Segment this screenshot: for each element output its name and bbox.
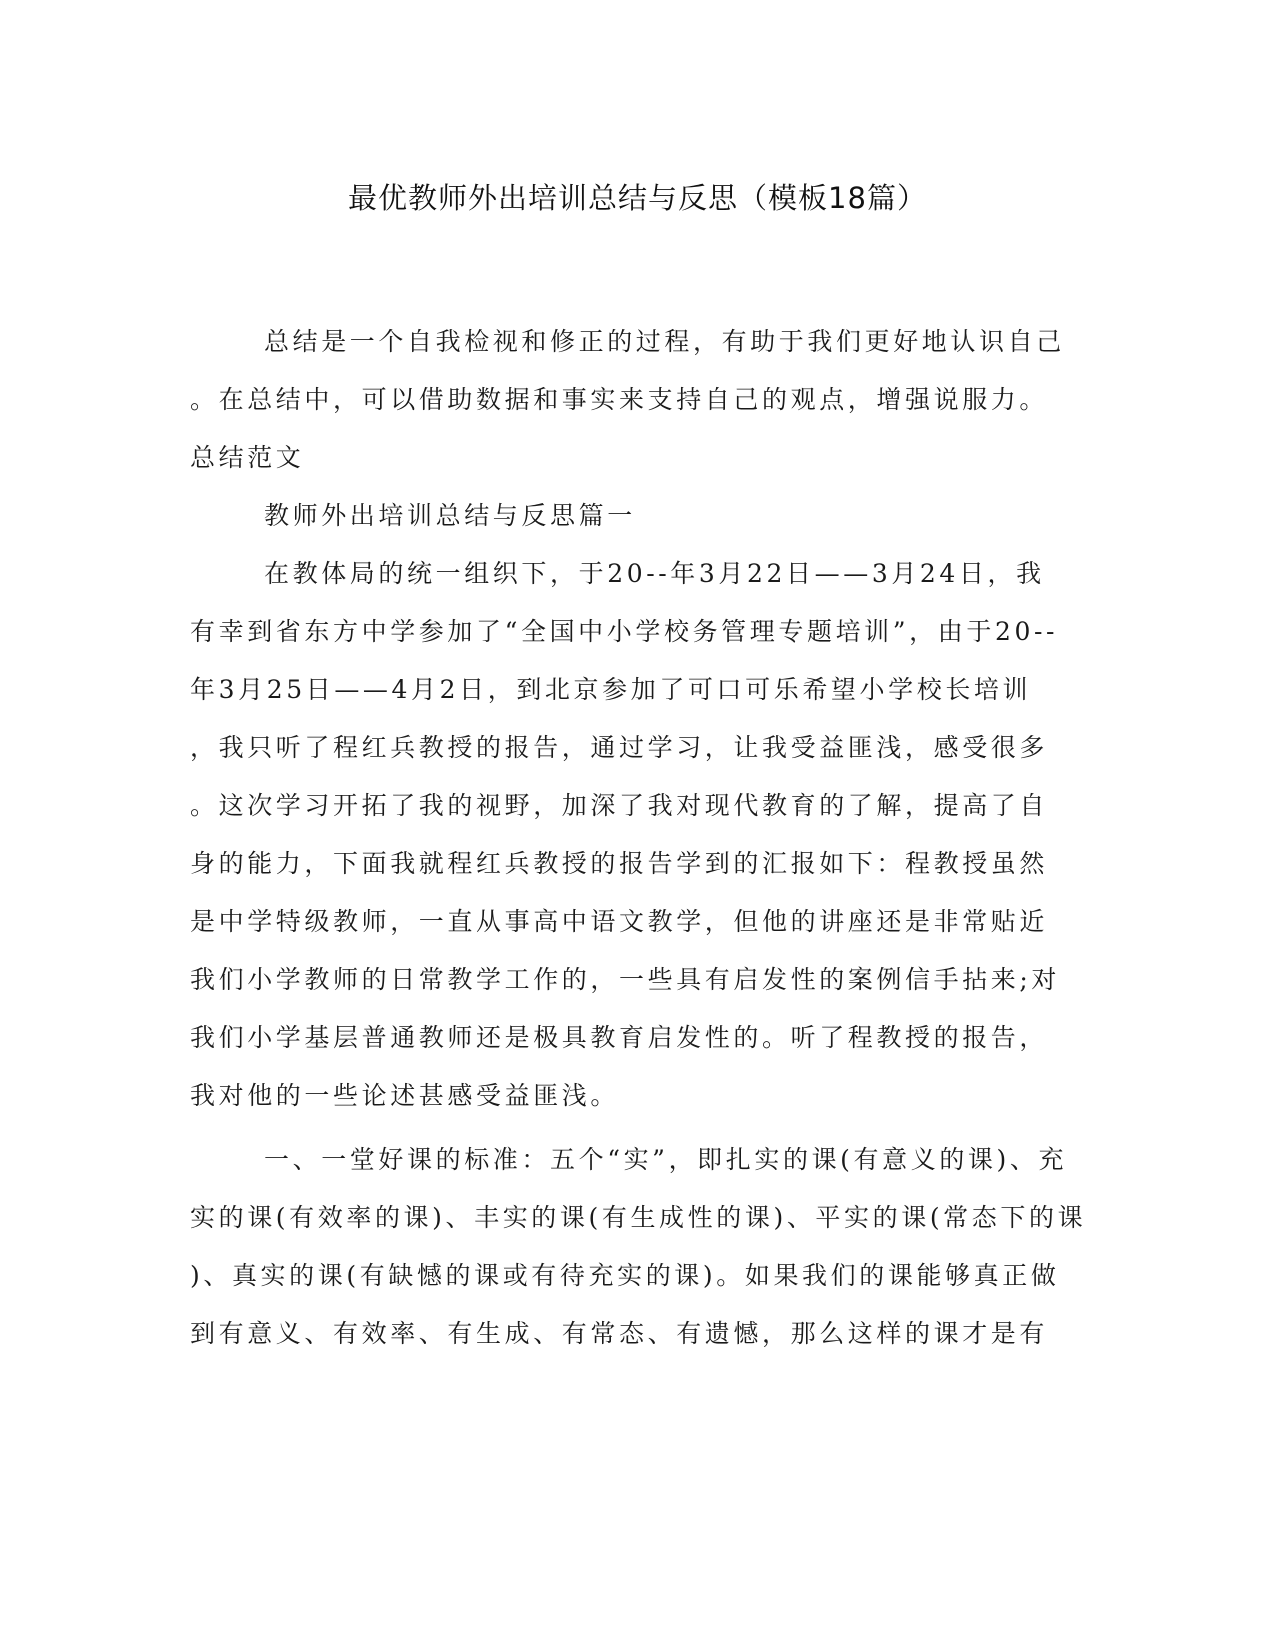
paragraph-line: 我们小学基层普通教师还是极具教育启发性的。听了程教授的报告， bbox=[190, 1023, 1049, 1052]
section-heading: 教师外出培训总结与反思篇一 bbox=[264, 501, 636, 530]
paragraph-line: 到有意义、有效率、有生成、有常态、有遗憾，那么这样的课才是有 bbox=[190, 1319, 1049, 1348]
paragraph-line: 年3月25日——4月2日，到北京参加了可口可乐希望小学校长培训 bbox=[190, 675, 1032, 704]
paragraph-line: ，我只听了程红兵教授的报告，通过学习，让我受益匪浅，感受很多 bbox=[190, 733, 1049, 762]
paragraph-line: 我对他的一些论述甚感受益匪浅。 bbox=[190, 1081, 620, 1110]
paragraph-line: 总结范文 bbox=[190, 443, 305, 472]
paragraph-line: 。在总结中，可以借助数据和事实来支持自己的观点，增强说服力。 bbox=[190, 385, 1049, 414]
paragraph-line: 身的能力，下面我就程红兵教授的报告学到的汇报如下：程教授虽然 bbox=[190, 849, 1049, 878]
paragraph-line: 实的课(有效率的课)、丰实的课(有生成性的课)、平实的课(常态下的课 bbox=[190, 1203, 1087, 1232]
paragraph-line: 在教体局的统一组织下，于20--年3月22日——3月24日，我 bbox=[264, 559, 1045, 588]
paragraph-line: 。这次学习开拓了我的视野，加深了我对现代教育的了解，提高了自 bbox=[190, 791, 1049, 820]
document-title: 最优教师外出培训总结与反思（模板18篇） bbox=[348, 181, 927, 215]
paragraph-line: 有幸到省东方中学参加了“全国中小学校务管理专题培训”，由于20-- bbox=[190, 617, 1059, 646]
paragraph-line: 总结是一个自我检视和修正的过程，有助于我们更好地认识自己 bbox=[264, 327, 1065, 356]
paragraph-line: )、真实的课(有缺憾的课或有待充实的课)。如果我们的课能够真正做 bbox=[190, 1261, 1060, 1290]
paragraph-line: 我们小学教师的日常教学工作的，一些具有启发性的案例信手拈来;对 bbox=[190, 965, 1061, 994]
paragraph-line: 一、一堂好课的标准：五个“实”，即扎实的课(有意义的课)、充 bbox=[264, 1145, 1068, 1174]
paragraph-line: 是中学特级教师，一直从事高中语文教学，但他的讲座还是非常贴近 bbox=[190, 907, 1049, 936]
